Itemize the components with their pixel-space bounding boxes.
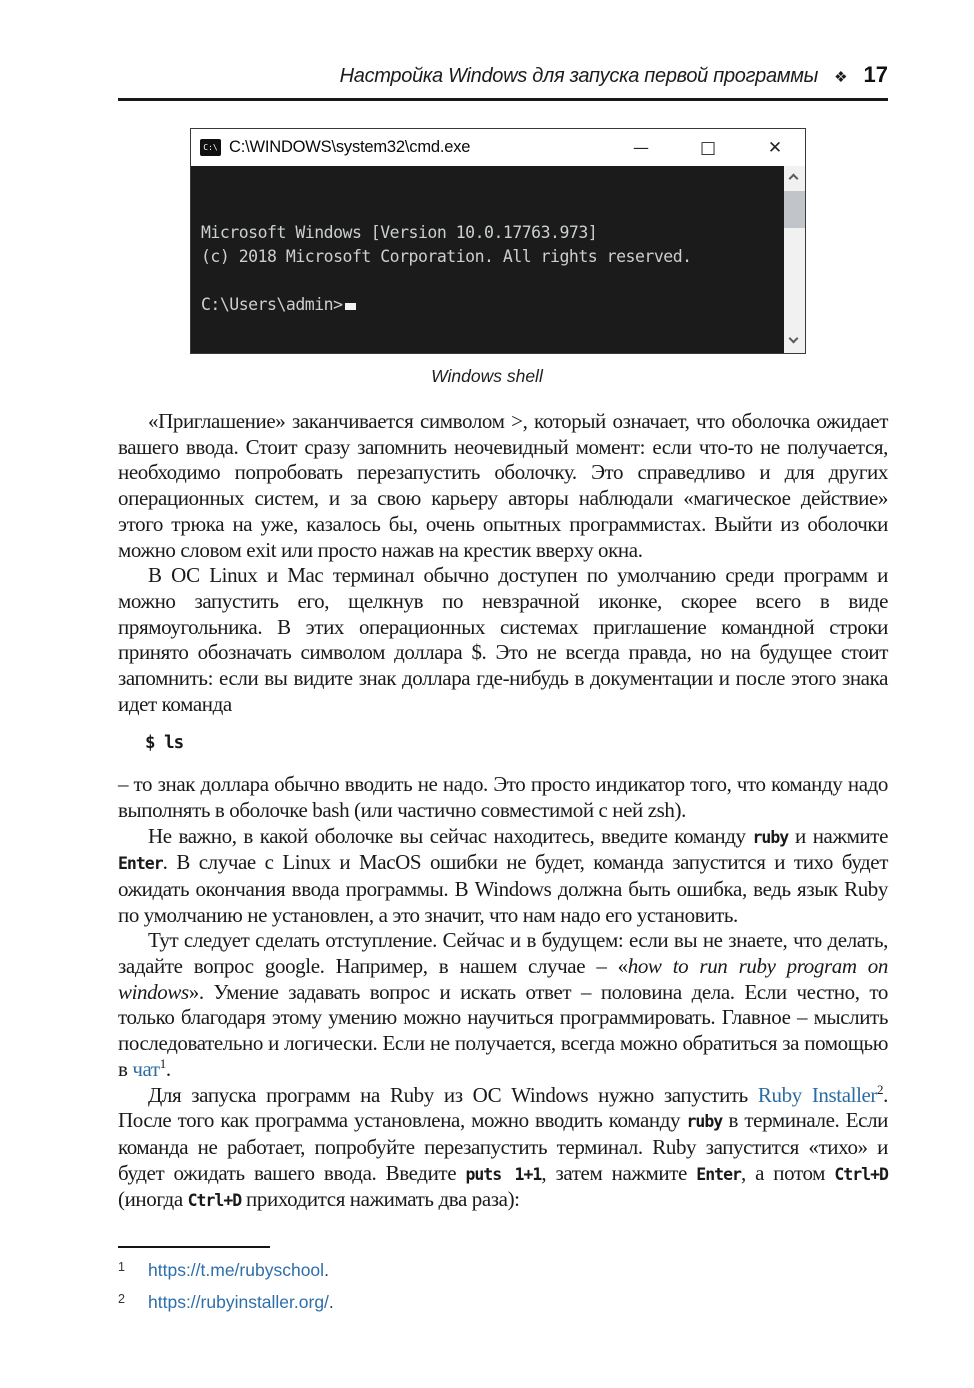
text-segment: 1 [159, 1055, 166, 1071]
text-segment: Ctrl+D [834, 1164, 888, 1184]
text-segment: Для запуска программ на Ruby из ОС Windows нужно запустить [148, 1082, 758, 1107]
text-segment: how to run ruby program on windows [118, 954, 888, 1004]
text-segment: 2 [877, 1081, 884, 1097]
text-segment: в терминале. Если команда не работает, попробуйте перезапустить терминал. Ruby запустится «тихо» и будет ожидать вашего ввода. Введите [118, 1108, 888, 1185]
footnote-number: 2 [118, 1292, 125, 1306]
text-segment: ruby [752, 827, 789, 847]
footnote-number: 1 [118, 1260, 125, 1274]
text-segment: ruby [686, 1112, 723, 1132]
text-segment: . [165, 1056, 171, 1081]
text-segment: , а потом [740, 1160, 835, 1185]
terminal-body[interactable] [191, 166, 805, 353]
footnotes [118, 1246, 888, 1319]
footnote-suffix: . [328, 1292, 334, 1312]
terminal-line: C:\Users\admin> [201, 293, 773, 317]
text-segment: puts 1+1 [465, 1164, 542, 1184]
text-segment: Ctrl+D [187, 1191, 242, 1211]
page-header [118, 62, 888, 101]
paragraph [118, 409, 888, 563]
scroll-up-icon[interactable] [784, 168, 805, 188]
terminal-titlebar[interactable] [191, 129, 805, 166]
text-segment: , затем нажмите [541, 1160, 697, 1185]
paragraph [118, 1083, 888, 1215]
terminal-line: (c) 2018 Microsoft Corporation. All rights reserved. [201, 247, 692, 266]
scroll-down-icon[interactable] [784, 331, 805, 351]
cmd-icon: C:\ [200, 139, 221, 156]
close-button[interactable]: ✕ [767, 137, 783, 158]
terminal-scrollbar[interactable] [784, 166, 805, 353]
text-segment: приходится нажимать два раза): [241, 1187, 520, 1212]
text-segment: – то знак доллара обычно вводить не надо. Это просто индикатор того, что команду надо выполнять в оболочке bash (или частично совместимой с ней zsh). [118, 772, 888, 822]
text-segment: (иногда [118, 1187, 188, 1212]
terminal-window [190, 128, 806, 354]
body-text [118, 409, 888, 1214]
paragraph [118, 928, 888, 1082]
minimize-button[interactable]: — [633, 137, 649, 157]
paragraph [118, 824, 888, 929]
footnote-suffix: . [324, 1260, 329, 1280]
window-controls [631, 138, 805, 158]
paragraph [118, 563, 888, 717]
paragraph [118, 772, 888, 823]
scrollbar-thumb[interactable] [784, 191, 805, 228]
terminal-line [201, 269, 773, 293]
footnote-link-rubyinstaller[interactable]: https://rubyinstaller.org/ [148, 1292, 329, 1312]
text-segment: Не важно, в какой оболочке вы сейчас находитесь, введите команду [148, 823, 753, 848]
terminal-line: Microsoft Windows [Version 10.0.17763.973] [201, 223, 598, 242]
footnote-list [118, 1255, 888, 1319]
footnote-link-rubyschool[interactable]: https://t.me/rubyschool [148, 1260, 325, 1280]
footnote-rule [118, 1246, 270, 1248]
footnote [118, 1287, 888, 1319]
figure-caption: Windows shell [431, 366, 543, 386]
chapter-title: Настройка Windows для запуска первой программы [339, 65, 819, 87]
text-segment: и нажмите [788, 823, 888, 848]
footnote [118, 1255, 888, 1287]
terminal-cursor [345, 303, 356, 310]
code-block: $ ls [145, 733, 184, 754]
text-segment: Enter [118, 854, 163, 874]
text-segment: . После того как программа установлена, можно вводить команду [118, 1082, 888, 1133]
text-segment: ». Умение задавать вопрос и искать ответ – половина дела. Если честно, то только благодаря этому умению можно научиться программировать. Главное – мыслить последовательно и логически. Если не получается, всегда можно обратиться за помощью в [118, 979, 888, 1081]
terminal-output [201, 221, 773, 317]
text-segment: «Приглашение» заканчивается символом >, который означает, что оболочка ожидает вашего ввода. Стоит сразу запомнить неочевидный момент: если что-то не получается, необходимо попробовать перезапустить оболочку. Это справедливо и для других операционных систем, и за свою карьеру авторы наблюдали «магическое действие» этого трюка на уже, казалось бы, очень опытных программистах. Выйти из оболочки можно словом exit или просто нажав на крестик вверху окна. [118, 409, 888, 562]
text-segment: . В случае с Linux и MacOS ошибки не будет, команда запустится и тихо будет ожидать окончания ввода программы. В Windows должна быть ошибка, ведь язык Ruby по умолчанию не установлен, а это значит, что нам надо его установить. [118, 850, 888, 927]
text-segment: Тут следует сделать отступление. Сейчас и в будущем: если вы не знаете, что делать, задайте вопрос google. Например, в нашем случае – « [118, 928, 888, 979]
page-number: 17 [863, 62, 888, 87]
text-segment: В ОС Linux и Mac терминал обычно доступен по умолчанию среди программ и можно запустить его, щелкнув по невзрачной иконке, скорее всего в виде прямоугольника. В этих операционных системах приглашение командной строки принято обозначать символом доллара $. Это не всегда правда, но на будущее стоит запомнить: если вы видите знак доллара где-нибудь в документации и после этого знака идет команда [118, 563, 888, 716]
diamond-separator-icon: ❖ [834, 70, 848, 86]
terminal-title: C:\WINDOWS\system32\cmd.exe [229, 138, 471, 156]
ruby-installer-link[interactable]: Ruby Installer [757, 1082, 878, 1107]
maximize-button[interactable]: □ [699, 137, 717, 158]
chat-link[interactable]: чат [132, 1056, 160, 1081]
text-segment: Enter [696, 1164, 741, 1184]
